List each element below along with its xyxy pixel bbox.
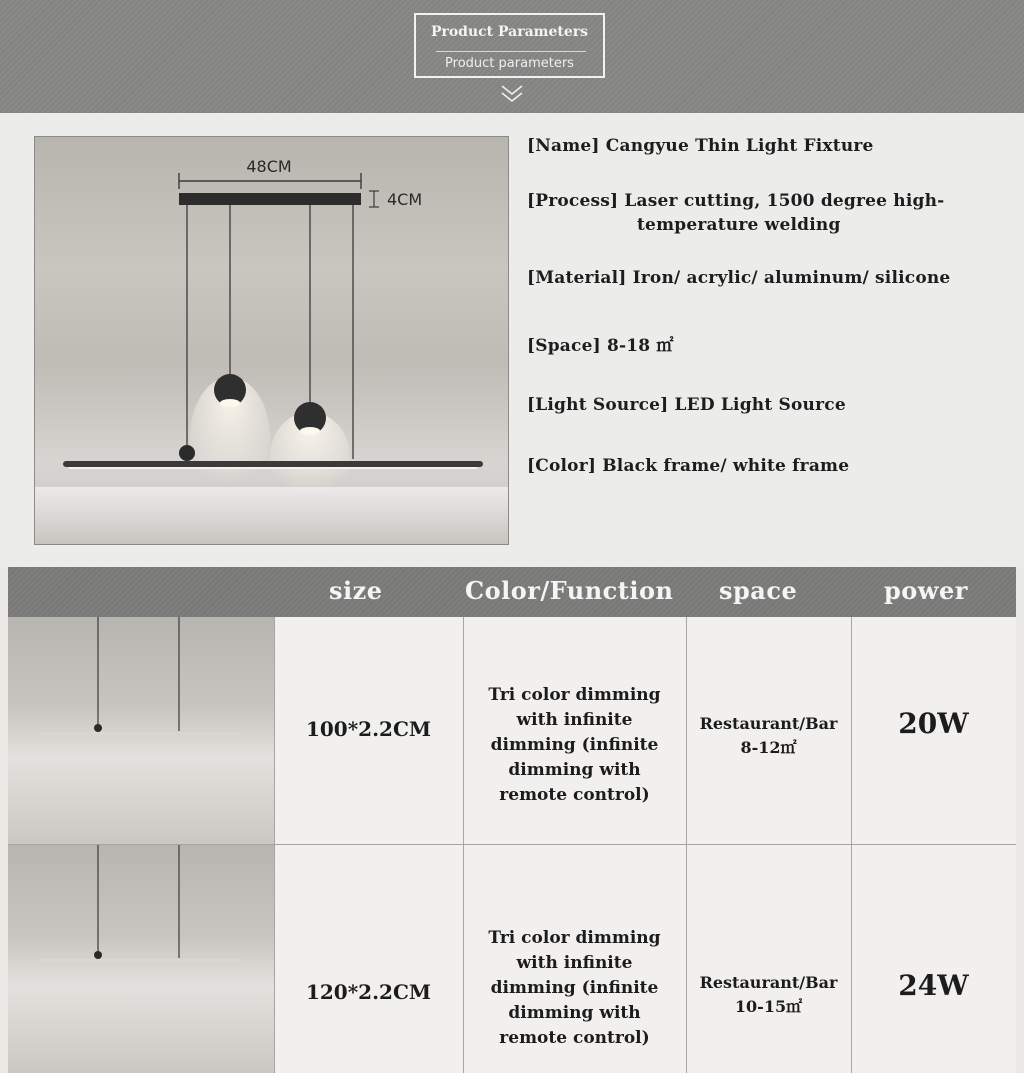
row-1-product-image [8,617,274,844]
spec-light-source: [Light Source] LED Light Source [527,395,846,415]
width-dimension-label: 48CM [246,157,292,176]
page-subtitle: Product parameters [445,56,574,71]
header-band [0,0,1024,113]
header-power: power [884,576,968,605]
spec-process-continued: temperature welding [637,215,841,235]
header-color-function: Color/Function [465,576,674,605]
double-chevron-down-icon [499,82,525,106]
table-header [8,567,1016,617]
spec-process: [Process] Laser cutting, 1500 degree high- [527,191,945,211]
spec-name: [Name] Cangyue Thin Light Fixture [527,136,874,156]
row-1-power: 20W [898,707,969,740]
grid-divider [851,617,852,1073]
header-space: space [719,576,798,605]
grid-divider [274,617,275,1073]
header-size: size [329,576,383,605]
row-2-power: 24W [898,969,969,1002]
height-dimension-label: 4CM [387,190,423,209]
spec-color: [Color] Black frame/ white frame [527,456,850,476]
row-1-function: Tri color dimming with infinite dimming (infinite dimming with remote control) [488,685,661,805]
row-2-function: Tri color dimming with infinite dimming (infinite dimming with remote control) [488,928,661,1048]
title-box [414,13,605,78]
row-1-size: 100*2.2CM [305,717,432,741]
page-title: Product Parameters [430,24,589,40]
title-divider [436,51,586,52]
spec-material: [Material] Iron/ acrylic/ aluminum/ silicone [527,268,951,288]
lamp-illustration [35,137,509,545]
row-2-product-image [8,845,274,1073]
row-2-size: 120*2.2CM [305,980,432,1004]
row-1-space: Restaurant/Bar 8-12㎡ [699,714,838,757]
product-photo [34,136,509,545]
row-2-space: Restaurant/Bar 10-15㎡ [699,973,838,1016]
spec-space: [Space] 8-18 ㎡ [527,336,674,356]
grid-divider [8,844,1016,845]
